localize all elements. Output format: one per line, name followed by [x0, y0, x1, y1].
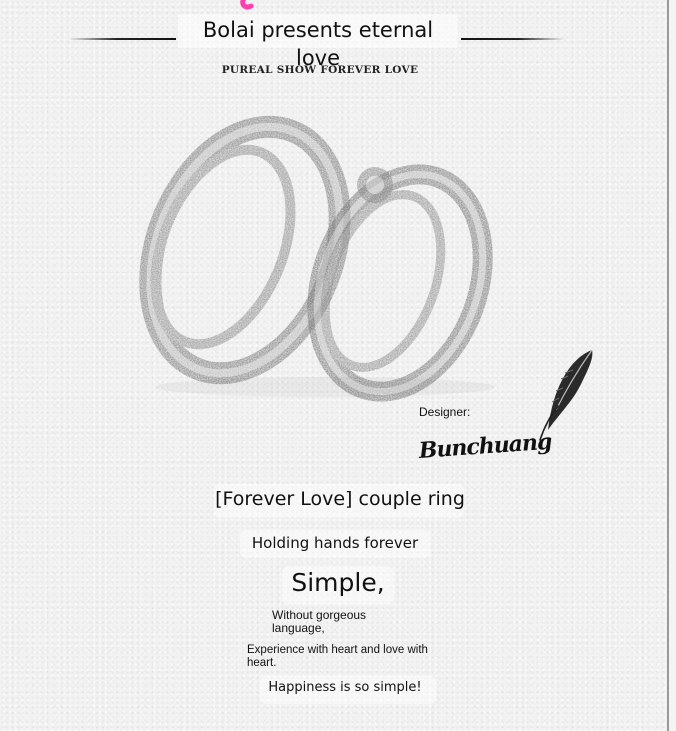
- description-line-2: Experience with heart and love with heart.: [247, 644, 428, 669]
- designer-signature: [418, 428, 553, 464]
- title-divider-left: [68, 38, 176, 40]
- couple-rings-illustration: [125, 105, 515, 405]
- page-subtitle: PUREAL SHOW FOREVER LOVE: [221, 64, 419, 76]
- title-divider-right: [461, 38, 565, 40]
- page-edge-line: [667, 0, 669, 731]
- pink-heart-icon: [240, 0, 264, 14]
- product-name: [Forever Love] couple ring: [215, 488, 465, 510]
- simple-heading: Simple,: [291, 568, 385, 597]
- description-line-1: Without gorgeous language,: [272, 608, 367, 635]
- designer-signature-text: Bunchuang: [418, 428, 553, 464]
- feather-quill-icon: [528, 346, 598, 446]
- designer-label: Designer:: [419, 405, 471, 419]
- closing-line: Happiness is so simple!: [268, 680, 422, 695]
- page-title: Bolai presents eternal love: [202, 18, 434, 70]
- product-tagline: Holding hands forever: [251, 534, 419, 552]
